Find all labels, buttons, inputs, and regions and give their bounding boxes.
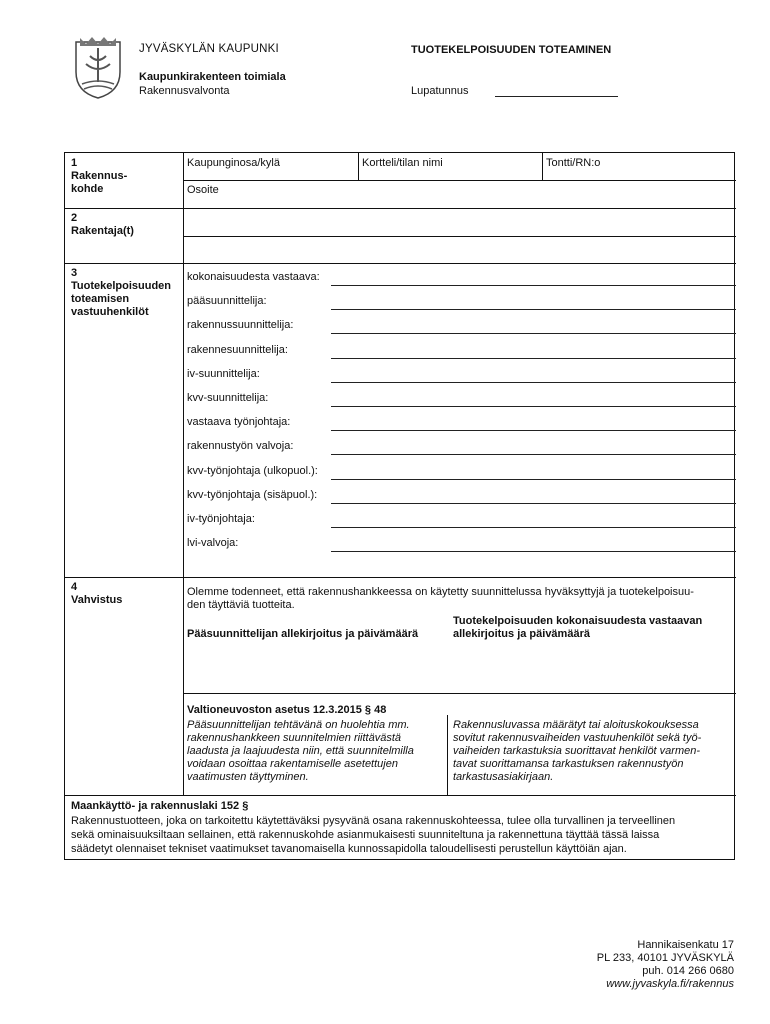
role-label: iv-työnjohtaja: [187, 513, 255, 525]
decree-left-line: laadusta ja laajuudesta niin, että suunnitelmilla [187, 745, 414, 757]
role-label: rakennustyön valvoja: [187, 440, 294, 452]
district-field-label: Kaupunginosa/kylä [187, 157, 280, 169]
decree-left-line: Pääsuunnittelijan tehtävänä on huolehtia mm. [187, 719, 410, 731]
section2-number: 2 [71, 212, 78, 224]
section2-title: Rakentaja(t) [71, 225, 134, 237]
decree-right-line: sovitut rakennusvaiheiden vastuuhenkilöt sekä työ- [453, 732, 702, 744]
law-text-line: sekä ominaisuuksiltaan sellainen, että rakennuskohde asianmukaisesti suunniteltuna ja rakennettuna täyttää tässä laissa [71, 829, 660, 841]
role-name-field[interactable] [331, 309, 736, 310]
section3-number: 3 [71, 267, 78, 279]
responsible-person-signature-field[interactable] [453, 648, 733, 688]
section1-number: 1 [71, 157, 78, 169]
city-coat-of-arms-logo [72, 34, 124, 100]
footer-phone: puh. 014 266 0680 [642, 965, 734, 977]
chief-designer-signature-field[interactable] [187, 648, 447, 688]
role-name-field[interactable] [331, 406, 736, 407]
role-name-field[interactable] [331, 285, 736, 286]
footer-web-link[interactable]: www.jyvaskyla.fi/rakennus [606, 978, 734, 990]
role-name-field[interactable] [331, 454, 736, 455]
role-label: iv-suunnittelija: [187, 368, 260, 380]
role-label: kvv-työnjohtaja (ulkopuol.): [187, 465, 318, 477]
builder-row-divider [183, 236, 736, 237]
decree-right-line: tavat suorittamansa tarkastuksen rakennustyön [453, 758, 684, 770]
sub-department-name: Rakennusvalvonta [139, 85, 230, 97]
role-label: rakennesuunnittelija: [187, 344, 288, 356]
role-label: rakennussuunnittelija: [187, 319, 294, 331]
decree-right-line: vaiheiden tarkastuksia suorittavat henkilöt varmen- [453, 745, 701, 757]
law-text-line: Rakennustuotteen, joka on tarkoitettu käytettäväksi pysyvänä osana rakennuskohteessa, tulee olla turvallinen ja terveellinen [71, 815, 676, 827]
footer-postal: PL 233, 40101 JYVÄSKYLÄ [596, 952, 734, 964]
decree-left-line: voidaan osoittaa rakentamiselle asetettujen [187, 758, 398, 770]
responsible-person-signature-label-line2: allekirjoitus ja päivämäärä [453, 628, 590, 640]
section4-number: 4 [71, 581, 78, 593]
form-table [64, 152, 735, 860]
department-name: Kaupunkirakenteen toimiala [139, 71, 286, 83]
plot-field-label: Tontti/RN:o [546, 157, 601, 169]
section1-title-line1: Rakennus- [71, 170, 128, 182]
role-label: lvi-valvoja: [187, 537, 239, 549]
decree-right-line: tarkastusasiakirjaan. [453, 771, 554, 783]
section1-title-line2: kohde [71, 183, 104, 195]
decree-right-line: Rakennusluvassa määrätyt tai aloituskokouksessa [453, 719, 699, 731]
column-divider [183, 153, 184, 795]
role-name-field[interactable] [331, 430, 736, 431]
role-label: kvv-työnjohtaja (sisäpuol.): [187, 489, 318, 501]
role-name-field[interactable] [331, 333, 736, 334]
decree-title: Valtioneuvoston asetus 12.3.2015 § 48 [187, 704, 387, 716]
footer-street: Hannikaisenkatu 17 [637, 939, 734, 951]
law-title: Maankäyttö- ja rakennuslaki 152 § [71, 800, 249, 812]
role-name-field[interactable] [331, 527, 736, 528]
role-name-field[interactable] [331, 358, 736, 359]
form-title: TUOTEKELPOISUUDEN TOTEAMINEN [411, 44, 612, 56]
role-label: vastaava työnjohtaja: [187, 416, 291, 428]
confirmation-statement-line1: Olemme todenneet, että rakennushankkeessa on käytetty suunnittelussa hyväksyttyjä ja tuotekelpoisuu- [187, 586, 694, 598]
section4-title: Vahvistus [71, 594, 123, 606]
role-name-field[interactable] [331, 382, 736, 383]
role-name-field[interactable] [331, 503, 736, 504]
role-label: kvv-suunnittelija: [187, 392, 269, 404]
permit-id-label: Lupatunnus [411, 85, 469, 97]
role-name-field[interactable] [331, 479, 736, 480]
role-name-field[interactable] [331, 551, 736, 552]
decree-left-line: rakennushankkeen suunnitelmien riittävästä [187, 732, 402, 744]
address-field-label: Osoite [187, 184, 219, 196]
section3-title-line2: toteamisen [71, 293, 130, 305]
role-label: pääsuunnittelija: [187, 295, 267, 307]
chief-designer-signature-label: Pääsuunnittelijan allekirjoitus ja päivämäärä [187, 628, 419, 640]
section3-title-line3: vastuuhenkilöt [71, 306, 149, 318]
responsible-person-signature-label-line1: Tuotekelpoisuuden kokonaisuudesta vastaavan [453, 615, 703, 627]
confirmation-statement-line2: den täyttäviä tuotteita. [187, 599, 295, 611]
role-label: kokonaisuudesta vastaava: [187, 271, 320, 283]
decree-left-line: vaatimusten täyttyminen. [187, 771, 309, 783]
block-field-label: Kortteli/tilan nimi [362, 157, 443, 169]
permit-id-field[interactable] [495, 96, 618, 97]
section3-title-line1: Tuotekelpoisuuden [71, 280, 172, 292]
city-name: JYVÄSKYLÄN KAUPUNKI [139, 43, 279, 55]
law-text-line: säädetyt olennaiset tekniset vaatimukset tavanomaisella kunnossapidolla taloudellisesti perustellun käyttöiän ajan. [71, 843, 627, 855]
